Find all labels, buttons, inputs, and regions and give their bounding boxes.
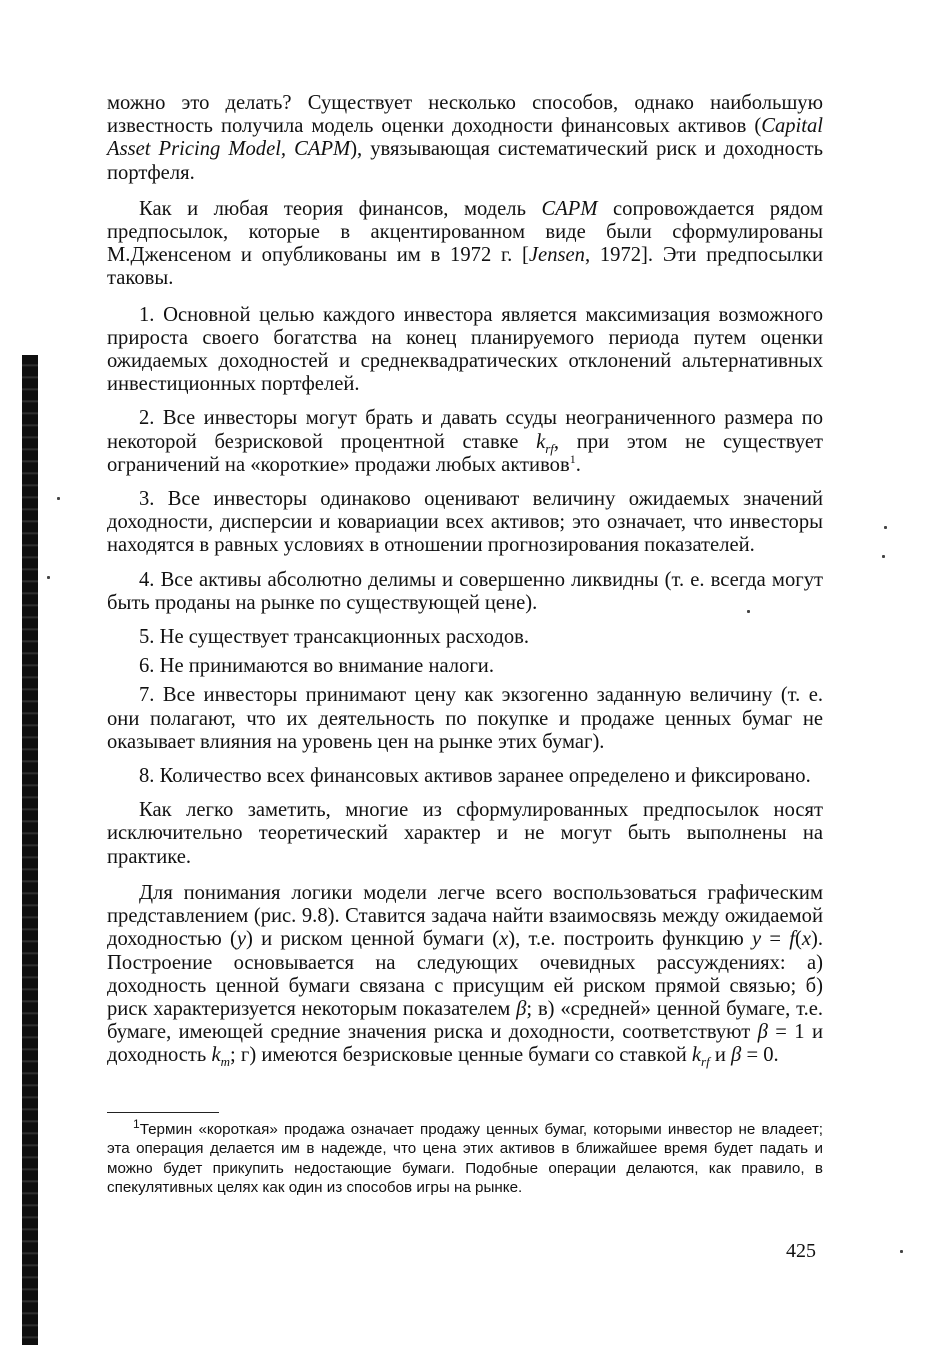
list-item bbox=[107, 765, 823, 788]
paragraph bbox=[107, 882, 823, 1068]
paragraph bbox=[107, 92, 823, 185]
text-run: β bbox=[516, 997, 527, 1020]
text-run: ; г) имеются безрисковые ценные бумаги со ставкой bbox=[230, 1044, 692, 1067]
text-run: , 1972]. Эти предпосылки таковы. bbox=[107, 244, 823, 290]
text-run: 2. Все инвесторы могут брать и давать ссуды неограниченного размера по некоторой безрисковой процентной ставке bbox=[107, 407, 823, 453]
text-run: 1. Основной целью каждого инвестора является максимизация возможного прироста своего богатства на конец планируемого периода путем оценки ожидаемых доходностей и среднеквадратических отклонений альтернативных инвестиционных портфелей. bbox=[107, 303, 823, 396]
footnote-separator bbox=[107, 1112, 219, 1113]
text-run: сопровождается рядом предпосылок, которые в акцентированном виде были сформулированы М.Дженсеном и опубликованы им в 1972 г. [ bbox=[107, 197, 823, 267]
text-run: = 0. bbox=[741, 1044, 779, 1067]
text-run: ) и риском ценной бумаги ( bbox=[245, 928, 500, 951]
footnote-ref: 1 bbox=[569, 451, 576, 466]
text-run: k bbox=[211, 1044, 221, 1067]
text-run: Как и любая теория финансов, модель bbox=[139, 197, 542, 220]
text-run: = 1 и доходность bbox=[107, 1021, 823, 1067]
text-run: можно это делать? Существует несколько способов, однако наибольшую известность получила модель оценки доходности финансовых активов ( bbox=[107, 92, 823, 138]
list-item bbox=[107, 684, 823, 754]
list-item bbox=[107, 304, 823, 397]
text-run: 6. Не принимаются во внимание налоги. bbox=[139, 655, 494, 678]
text-run: ; в) «средней» ценной бумаге, т.е. бумаге, имеющей средние значения риска и доходности, соответствуют bbox=[107, 997, 824, 1044]
scan-speck bbox=[882, 555, 885, 558]
text-run: k bbox=[536, 430, 546, 453]
text-run: f bbox=[789, 928, 795, 951]
paragraph bbox=[107, 799, 823, 869]
list-item bbox=[107, 407, 823, 477]
text-run: и bbox=[709, 1044, 732, 1067]
footnote bbox=[107, 1116, 823, 1198]
text-run: ). Построение основывается на следующих очевидных рассуждениях: а) доходность ценной бумаги связана с присущим ей риском прямой связью; б) риск характеризуется некоторым показателем bbox=[107, 928, 823, 1020]
scan-speck bbox=[47, 576, 50, 579]
text-run: . bbox=[575, 453, 581, 476]
text-run: x bbox=[499, 928, 509, 951]
scan-speck bbox=[884, 526, 887, 529]
text-run: 5. Не существует трансакционных расходов. bbox=[139, 626, 529, 649]
text-run: y bbox=[751, 928, 762, 951]
text-run: Capital Asset Pricing Model, CAPM bbox=[107, 115, 823, 161]
text-run: 4. Все активы абсолютно делимы и совершенно ликвидны (т. е. всегда могут быть проданы на рынке по существующей цене). bbox=[107, 568, 823, 614]
text-run: CAPM bbox=[541, 197, 598, 220]
main-text bbox=[107, 92, 823, 1081]
list-item bbox=[107, 626, 823, 649]
text-run: 3. Все инвесторы одинаково оценивают величину ожидаемых значений доходности, дисперсии и ковариации всех активов; это означает, что инвесторы находятся в равных условиях в отношении прогнозирования показателей. bbox=[107, 488, 823, 557]
text-run: x bbox=[801, 928, 811, 951]
text-run: Jensen bbox=[528, 244, 585, 267]
scan-speck bbox=[57, 497, 60, 500]
subscript: rf bbox=[545, 440, 554, 456]
list-item bbox=[107, 488, 823, 558]
text-run: Для понимания логики модели легче всего воспользоваться графическим представлением (рис. 9.8). Ставится задача найти взаимосвязь между ожидаемой доходностью ( bbox=[107, 881, 823, 951]
text-run: 8. Количество всех финансовых активов заранее определено и фиксировано. bbox=[139, 765, 811, 788]
subscript: m bbox=[220, 1054, 230, 1070]
text-run: 7. Все инвесторы принимают цену как экзогенно заданную величину (т. е. они полагают, что их деятельность по покупке и продаже ценных бумаг не оказывает влияния на уровень цен на рынке этих бумаг). bbox=[107, 684, 823, 753]
subscript: rf bbox=[701, 1054, 710, 1070]
page-number: 425 bbox=[786, 1240, 816, 1262]
text-run: β bbox=[731, 1044, 742, 1067]
list-item bbox=[107, 655, 823, 678]
footnote-marker: 1 bbox=[133, 1116, 140, 1131]
text-run: k bbox=[691, 1044, 702, 1067]
footnote-text: Термин «короткая» продажа означает продажу ценных бумаг, которыми инвестор не владеет; эта операция делается им в надежде, что цена этих активов в ближайшее время будет падать и можно будет прикупить недостающие бумаги. Подобные операции делаются, как правило, в спекулятивных целях как один из способов игры на рынке. bbox=[107, 1121, 823, 1197]
text-run: , при этом не существует ограничений на «короткие» продажи любых активов bbox=[107, 430, 823, 476]
text-run: Как легко заметить, многие из сформулированных предпосылок носят исключительно теоретический характер и не могут быть выполнены на практике. bbox=[107, 799, 823, 868]
text-run: ( bbox=[794, 928, 802, 951]
text-run: β bbox=[757, 1021, 768, 1044]
text-run: ), т.е. построить функцию bbox=[508, 928, 752, 951]
text-run: = bbox=[761, 928, 790, 951]
paragraph bbox=[107, 198, 823, 291]
text-run: y bbox=[236, 928, 246, 951]
text-run: ), увязывающая систематический риск и доходность портфеля. bbox=[107, 138, 824, 184]
list-item bbox=[107, 569, 823, 615]
scan-edge-shadow bbox=[22, 355, 38, 1345]
scan-speck bbox=[900, 1250, 903, 1253]
